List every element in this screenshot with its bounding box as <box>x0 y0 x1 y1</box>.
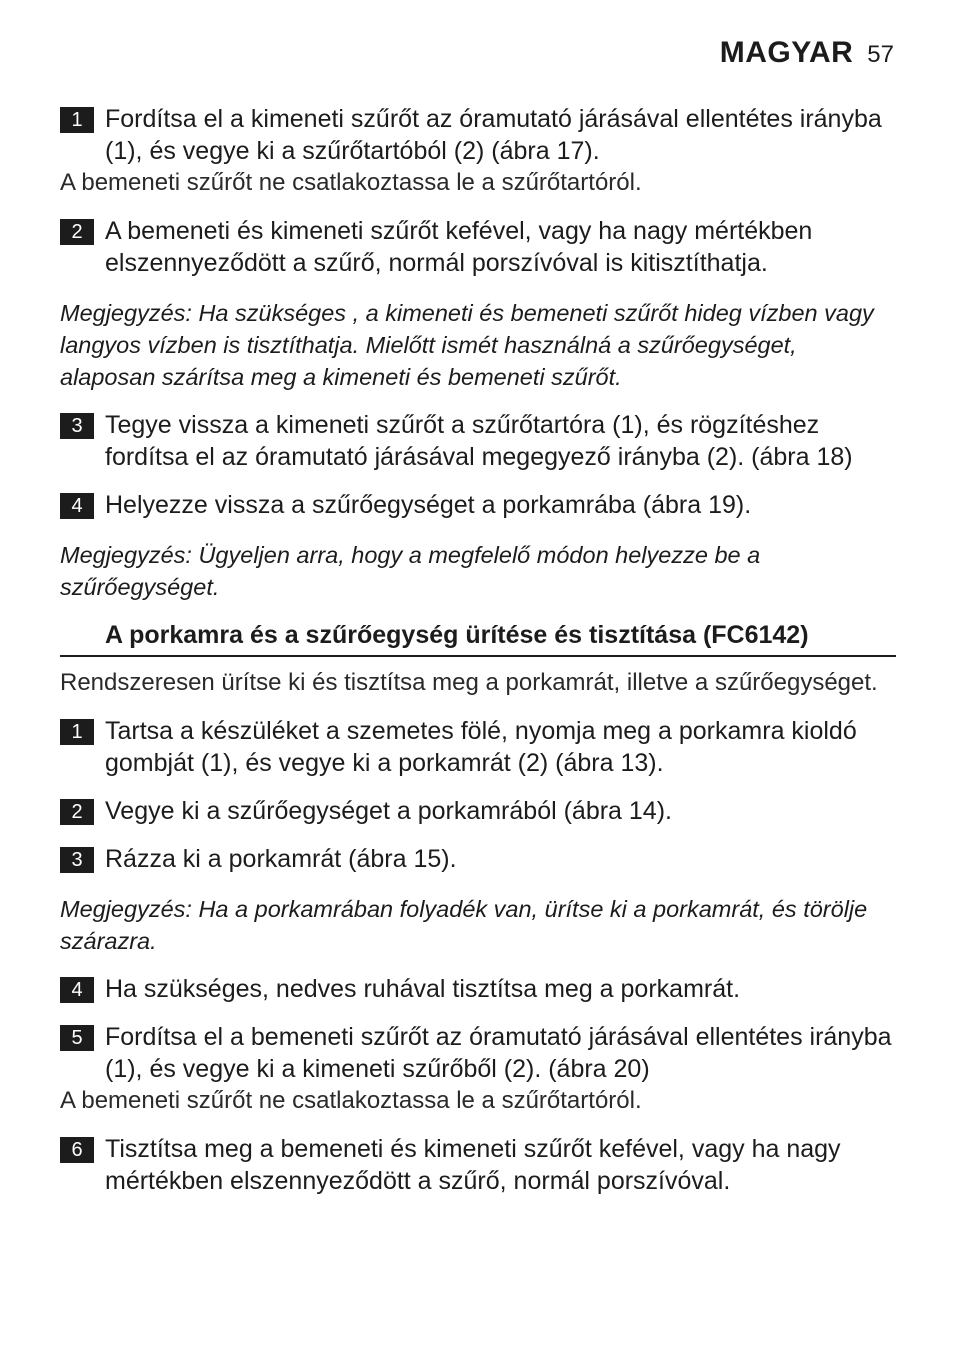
step-number: 4 <box>60 977 94 1003</box>
step-item <box>60 409 896 473</box>
step-text: Tartsa a készüléket a szemetes fölé, nyomja meg a porkamra kioldó gombját (1), és vegye ki a porkamrát (2) (ábra 13). <box>105 717 857 777</box>
step-item <box>60 1133 896 1197</box>
step-remark: A bemeneti szűrőt ne csatlakoztassa le a szűrőtartóról. <box>60 169 642 196</box>
step-number: 3 <box>60 413 94 439</box>
step-number: 3 <box>60 847 94 873</box>
step-text: Rázza ki a porkamrát (ábra 15). <box>105 845 457 873</box>
page-number: 57 <box>867 41 894 68</box>
step-item <box>60 215 896 279</box>
step-text: Tegye vissza a kimeneti szűrőt a szűrőtartóra (1), és rögzítéshez fordítsa el az óramutató járásával megegyező irányba (2). (ábra 18) <box>105 411 853 471</box>
step-text: Fordítsa el a bemeneti szűrőt az óramutató járásával ellentétes irányba (1), és vegye ki a kimeneti szűrőből (2). (ábra 20) <box>105 1023 892 1083</box>
section-language: MAGYAR <box>719 36 854 69</box>
step-item <box>60 715 896 779</box>
step-number: 1 <box>60 107 94 133</box>
step-text: Tisztítsa meg a bemeneti és kimeneti szűrőt kefével, vagy ha nagy mértékben elszennyeződött a szűrő, normál porszívóval. <box>105 1135 841 1195</box>
step-number: 4 <box>60 493 94 519</box>
step-item <box>60 103 896 167</box>
step-number: 1 <box>60 719 94 745</box>
step-number: 6 <box>60 1137 94 1163</box>
step-item <box>60 795 896 827</box>
step-text: A bemeneti és kimeneti szűrőt kefével, vagy ha nagy mértékben elszennyeződött a szűrő, normál porszívóval is kitisztíthatja. <box>105 217 813 277</box>
step-text: Ha szükséges, nedves ruhával tisztítsa meg a porkamrát. <box>105 975 741 1003</box>
step-item <box>60 489 896 521</box>
step-item <box>60 1021 896 1085</box>
page-header <box>720 36 894 70</box>
step-text: Vegye ki a szűrőegységet a porkamrából (ábra 14). <box>105 797 672 825</box>
note: Megjegyzés: Ha a porkamrában folyadék van, ürítse ki a porkamrát, és törölje szárazra. <box>60 896 868 954</box>
note: Megjegyzés: Ügyeljen arra, hogy a megfelelő módon helyezze be a szűrőegységet. <box>60 542 761 600</box>
note: Megjegyzés: Ha szükséges , a kimeneti és bemeneti szűrőt hideg vízben vagy langyos vízben is tisztíthatja. Mielőtt ismét használná a szűrőegységet, alaposan szárítsa meg a kimeneti és bemeneti szűrőt. <box>60 300 874 390</box>
step-number: 5 <box>60 1025 94 1051</box>
section-heading: A porkamra és a szűrőegység ürítése és tisztítása (FC6142) <box>60 619 896 657</box>
step-text: Helyezze vissza a szűrőegységet a porkamrába (ábra 19). <box>105 491 752 519</box>
step-item <box>60 973 896 1005</box>
step-number: 2 <box>60 219 94 245</box>
step-number: 2 <box>60 799 94 825</box>
page-content <box>60 103 896 1197</box>
step-item <box>60 843 896 875</box>
section-intro: Rendszeresen ürítse ki és tisztítsa meg a porkamrát, illetve a szűrőegységet. <box>60 669 878 696</box>
step-text: Fordítsa el a kimeneti szűrőt az óramutató járásával ellentétes irányba (1), és vegye ki a szűrőtartóból (2) (ábra 17). <box>105 105 882 165</box>
step-remark: A bemeneti szűrőt ne csatlakoztassa le a szűrőtartóról. <box>60 1087 642 1114</box>
